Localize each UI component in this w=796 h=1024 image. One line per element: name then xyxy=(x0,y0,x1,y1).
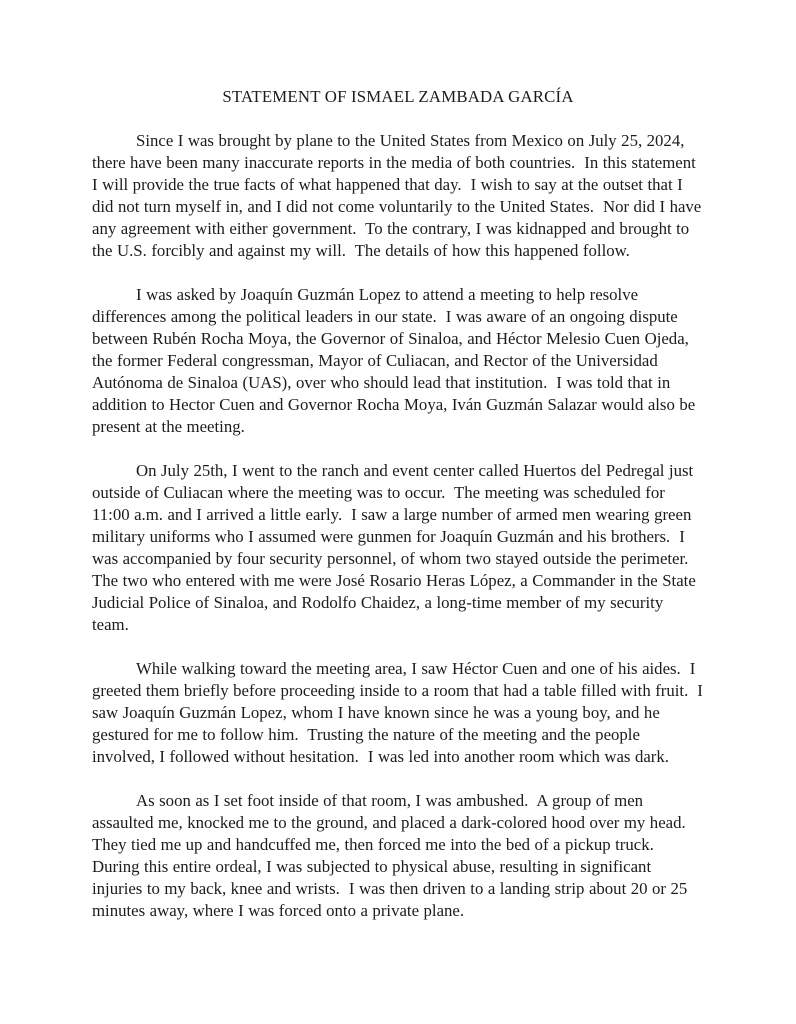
statement-paragraph-3: On July 25th, I went to the ranch and event center called Huertos del Pedregal just outside of Culiacan where the meeting was to occur. The meeting was scheduled for 11:00 a.m. and I arrived a little early. I saw a large number of armed men wearing green military uniforms who I assumed were gunmen for Joaquín Guzmán and his brothers. I was accompanied by four security personnel, of whom two stayed outside the perimeter. The two who entered with me were José Rosario Heras López, a Commander in the State Judicial Police of Sinaloa, and Rodolfo Chaidez, a long-time member of my security team. xyxy=(92,461,701,634)
statement-paragraph-4: While walking toward the meeting area, I saw Héctor Cuen and one of his aides. I greeted them briefly before proceeding inside to a room that had a table filled with fruit. I saw Joaquín Guzmán Lopez, whom I have known since he was a young boy, and he gestured for me to follow him. Trusting the nature of the meeting and the people involved, I followed without hesitation. I was led into another room which was dark. xyxy=(92,659,708,766)
statement-paragraph-5: As soon as I set foot inside of that room, I was ambushed. A group of men assaulted me, knocked me to the ground, and placed a dark-colored hood over my head. They tied me up and handcuffed me, then forced me into the bed of a pickup truck. During this entire ordeal, I was subjected to physical abuse, resulting in significant injuries to my back, knee and wrists. I was then driven to a landing strip about 20 or 25 minutes away, where I was forced onto a private plane. xyxy=(92,791,695,920)
document-body xyxy=(92,130,708,922)
document-title: STATEMENT OF ISMAEL ZAMBADA GARCÍA xyxy=(222,87,574,106)
statement-paragraph-1: Since I was brought by plane to the United States from Mexico on July 25, 2024, there have been many inaccurate reports in the media of both countries. In this statement I will provide the true facts of what happened that day. I wish to say at the outset that I did not turn myself in, and I did not come voluntarily to the United States. Nor did I have any agreement with either government. To the contrary, I was kidnapped and brought to the U.S. forcibly and against my will. The details of how this happened follow. xyxy=(92,131,706,260)
statement-paragraph-2: I was asked by Joaquín Guzmán Lopez to attend a meeting to help resolve differences among the political leaders in our state. I was aware of an ongoing dispute between Rubén Rocha Moya, the Governor of Sinaloa, and Héctor Melesio Cuen Ojeda, the former Federal congressman, Mayor of Culiacan, and Rector of the Universidad Autónoma de Sinaloa (UAS), over who should lead that institution. I was told that in addition to Hector Cuen and Governor Rocha Moya, Iván Guzmán Salazar would also be present at the meeting. xyxy=(92,285,700,436)
